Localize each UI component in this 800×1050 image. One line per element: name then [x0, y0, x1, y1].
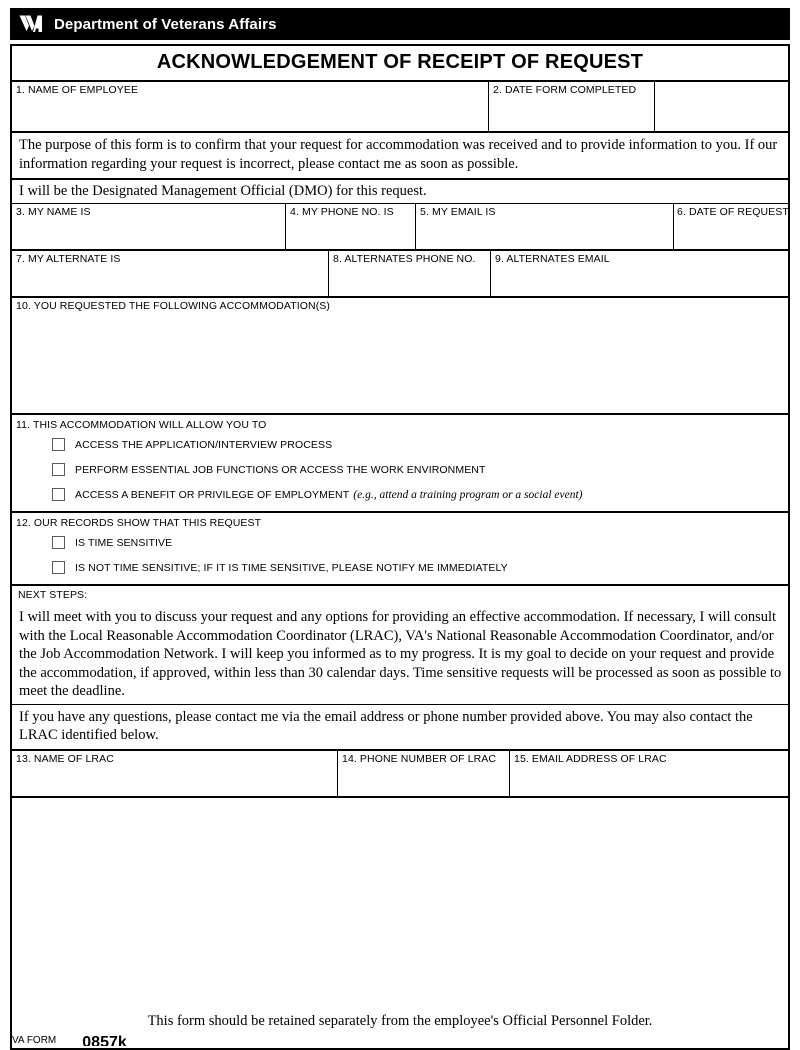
checkbox-icon-not-time-sensitive[interactable]	[52, 561, 65, 574]
next-steps-heading: NEXT STEPS:	[18, 589, 88, 601]
va-header-banner	[10, 8, 790, 40]
field-1-label: 1. NAME OF EMPLOYEE	[16, 84, 139, 96]
field-3-label: 3. MY NAME IS	[16, 206, 91, 218]
retention-cell	[12, 798, 788, 1048]
checkbox-label-time-sensitive: IS TIME SENSITIVE	[75, 536, 173, 549]
dmo-cell	[12, 180, 788, 203]
checkbox-label-benefit-privilege: ACCESS A BENEFIT OR PRIVILEGE OF EMPLOYMENT	[75, 488, 350, 501]
checkbox-label-not-time-sensitive: IS NOT TIME SENSITIVE; IF IT IS TIME SENSITIVE, PLEASE NOTIFY ME IMMEDIATELY	[75, 561, 508, 574]
field-10-input[interactable]	[16, 313, 788, 413]
row-employee-date	[12, 82, 788, 133]
field-9-label: 9. ALTERNATES EMAIL	[495, 253, 610, 265]
checkbox-row-essential-job-functions[interactable]	[16, 457, 788, 482]
field-2b-input[interactable]	[659, 84, 788, 118]
field-12-label: 12. OUR RECORDS SHOW THAT THIS REQUEST	[16, 517, 262, 529]
va-form-number-line	[12, 1035, 127, 1046]
field-alternates-phone-no[interactable]	[328, 251, 490, 296]
dmo-statement: I will be the Designated Management Official (DMO) for this request.	[19, 183, 427, 199]
checkbox-note-benefit-privilege: (e.g., attend a training program or a social event)	[353, 488, 583, 501]
checkbox-icon-application-process[interactable]	[52, 438, 65, 451]
va-form-number: 0857k	[82, 1035, 127, 1046]
row-contact-note	[12, 705, 788, 751]
contact-paragraph: If you have any questions, please contact me via the email address or phone number provided above. You may also contact the LRAC identified below.	[19, 708, 753, 743]
purpose-paragraph: The purpose of this form is to confirm that your request for accommodation was received and to provide information to you. If our information regarding your request is incorrect, please contact me as soon as possible.	[19, 137, 778, 172]
field-phone-number-of-lrac[interactable]	[337, 751, 509, 796]
checkbox-row-not-time-sensitive[interactable]	[16, 555, 788, 580]
field-11-label: 11. THIS ACCOMMODATION WILL ALLOW YOU TO	[16, 419, 267, 431]
section-12	[12, 513, 788, 584]
checkbox-icon-time-sensitive[interactable]	[52, 536, 65, 549]
field-3-input[interactable]	[16, 219, 285, 249]
checkbox-icon-benefit-privilege[interactable]	[52, 488, 65, 501]
row-dmo	[12, 180, 788, 204]
row-purpose	[12, 133, 788, 180]
row-accommodation-allows	[12, 415, 788, 513]
form-body	[10, 44, 790, 1050]
row-retention-area	[12, 798, 788, 1048]
field-5-input[interactable]	[420, 219, 673, 249]
field-5-label: 5. MY EMAIL IS	[420, 206, 496, 218]
field-my-email-is[interactable]	[415, 204, 673, 249]
checkbox-row-benefit-privilege[interactable]	[16, 482, 788, 507]
field-date-form-completed[interactable]	[488, 82, 654, 131]
field-date-of-request[interactable]	[673, 204, 788, 249]
next-steps-paragraph: I will meet with you to discuss your request and any options for providing an effective accommodation. If necessary, I will consult with the Local Reasonable Accommodation Coordinator (LRAC), VA's National Reasonable Accommodation Coordinator, and/or the Job Accommodation Network. I will keep you informed as to my progress. It is my goal to decide on your request and provide the accommodation, if approved, within less than 30 calendar days. Time sensitive requests will be processed as soon as possible to meet the deadline.	[19, 609, 782, 699]
row-accommodations	[12, 298, 788, 415]
retention-note: This form should be retained separately from the employee's Official Personnel Folder.	[147, 1012, 653, 1029]
row-next-steps	[12, 586, 788, 705]
field-2-input[interactable]	[493, 97, 654, 131]
form-title-row	[12, 46, 788, 82]
field-name-of-lrac[interactable]	[12, 751, 337, 796]
field-my-alternate-is[interactable]	[12, 251, 328, 296]
checkbox-row-application-process[interactable]	[16, 432, 788, 457]
field-date-form-completed-value[interactable]	[654, 82, 788, 131]
field-7-label: 7. MY ALTERNATE IS	[16, 253, 121, 265]
field-8-label: 8. ALTERNATES PHONE NO.	[333, 253, 476, 265]
field-my-name-is[interactable]	[12, 204, 285, 249]
purpose-cell	[12, 133, 788, 178]
blank-signature-area	[12, 798, 788, 1013]
checkbox-label-essential-job-functions: PERFORM ESSENTIAL JOB FUNCTIONS OR ACCESS THE WORK ENVIRONMENT	[75, 463, 486, 476]
field-my-phone-no[interactable]	[285, 204, 415, 249]
next-steps-heading-wrap	[12, 586, 788, 602]
row-time-sensitivity	[12, 513, 788, 586]
checkbox-row-time-sensitive[interactable]	[16, 530, 788, 555]
field-4-input[interactable]	[290, 219, 415, 249]
agency-name: Department of Veterans Affairs	[54, 15, 277, 33]
section-11	[12, 415, 788, 511]
field-email-address-of-lrac[interactable]	[509, 751, 788, 796]
field-9-input[interactable]	[495, 266, 788, 296]
contact-note-cell	[12, 705, 788, 749]
field-14-input[interactable]	[342, 766, 509, 796]
checkbox-label-application-process: ACCESS THE APPLICATION/INTERVIEW PROCESS	[75, 438, 333, 451]
field-4-label: 4. MY PHONE NO. IS	[290, 206, 394, 218]
field-13-label: 13. NAME OF LRAC	[16, 752, 114, 765]
field-7-input[interactable]	[16, 266, 328, 296]
field-13-input[interactable]	[16, 766, 337, 796]
field-6-input[interactable]	[677, 219, 788, 249]
field-requested-accommodations[interactable]	[12, 298, 788, 413]
field-1-input[interactable]	[16, 97, 488, 131]
field-14-label: 14. PHONE NUMBER OF LRAC	[342, 752, 497, 765]
field-alternates-email[interactable]	[490, 251, 788, 296]
next-steps-cell	[12, 586, 788, 704]
checkbox-icon-essential-job-functions[interactable]	[52, 463, 65, 476]
field-name-of-employee[interactable]	[12, 82, 488, 131]
row-alternate	[12, 251, 788, 298]
field-8-input[interactable]	[333, 266, 490, 296]
va-seal-icon	[18, 13, 44, 35]
row-dmo-contact	[12, 204, 788, 251]
field-15-input[interactable]	[514, 766, 788, 796]
page-title: ACKNOWLEDGEMENT OF RECEIPT OF REQUEST	[156, 51, 644, 73]
field-2-label: 2. DATE FORM COMPLETED	[493, 84, 637, 96]
field-10-label: 10. YOU REQUESTED THE FOLLOWING ACCOMMODATION(S)	[16, 300, 331, 312]
field-6-label: 6. DATE OF REQUEST	[677, 206, 789, 218]
va-form-label: VA FORM	[12, 1035, 57, 1046]
row-lrac	[12, 751, 788, 798]
field-15-label: 15. EMAIL ADDRESS OF LRAC	[514, 752, 667, 765]
